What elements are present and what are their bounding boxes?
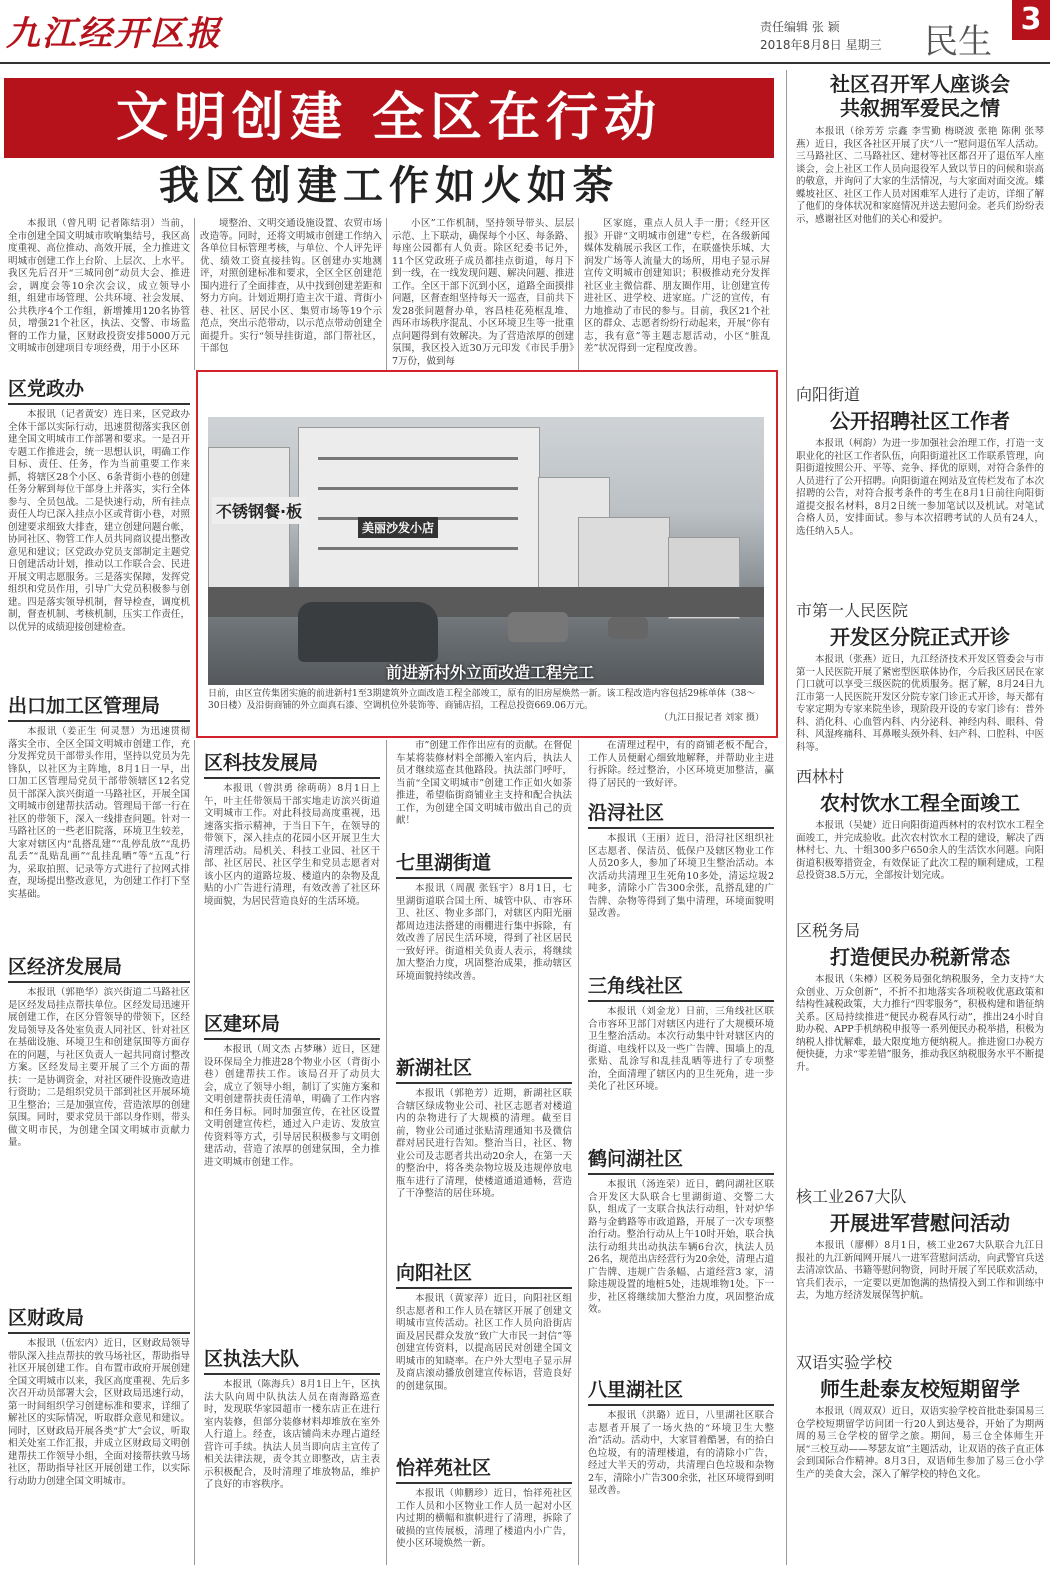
article-kicker: 核工业267大队 xyxy=(796,1187,907,1206)
mid-column-1 xyxy=(204,748,380,1575)
photo-title: 前进新村外立面改造工程完工 xyxy=(385,663,594,682)
shop-sign-1: 不锈钢餐·板 xyxy=(212,497,306,524)
article-body: 本报讯（周靓 张钰宇）8月1日，七里湖街道联合国土所、城管中队、市容环卫、社区、物业多部门，对辖区内阳光丽都周边违法搭建的雨棚进行集中拆除，有效改善了居民生活环境，得到了社区居民一致好评。街道相关负责人表示，将继续加大整治力度，巩固整治成果，推动辖区环境面貌持续改善。 xyxy=(396,883,572,982)
article-title: 区建环局 xyxy=(204,1009,380,1040)
article-body: 本报讯（姜正生 何灵慧）为迅速贯彻落实全市、全区全国文明城市创建工作，充分发挥党员干部带头作用，坚持以党员为先锋队，以社区为主阵地，8月1日一早，出口加工区管理局党员干部带领辖区12名党员干部深入滨兴街道一马路社区，开展全国文明城市创建帮扶活动。管理局干部一行在社区的带领下，深入一线排查问题。针对一马路社区的一些老旧院落，环境卫生较差，大家对辖区内“乱搭乱建”“乱停乱放”“乱扔乱丢”“乱贴乱画”“乱挂乱晒”等“五乱”行为，采取拍照、记录等方式进行了拉网式排查，现场提出整改意见，为创建工作打下坚实基础。 xyxy=(8,726,190,900)
article-title: 区经济发展局 xyxy=(8,952,190,983)
article-title: 师生赴泰友校短期留学 xyxy=(820,1377,1020,1401)
article-body: 本报讯（伍宏内）近日，区财政局领导带队深入挂点帮扶的敦马场社区，帮助指导社区开展创建工作。自布置市政府开展创建全国文明城市以来，我区高度重视、先后多次召开动员部署大会，区财政局迅速行动，第一时间组织学习创建标准和要求，详细了解社区的实际情况，听取群众意见和建议。同时，区财政局开展各类“扩大”会议，听取相关处室工作汇报，并成立区财政局文明创建帮扶工作领导小组，全面对接帮扶敦马场社区，帮助指导社区开展创建工作，以实际行动助力创建全国文明城市。 xyxy=(8,1338,190,1487)
article-title: 农村饮水工程全面竣工 xyxy=(820,791,1020,815)
article-body: 本报讯（周双双）近日，双语实验学校首批赴泰国易三仓学校短期留学访问团一行20人到达曼谷，开始了为期两周的易三仓学校的留学之旅。期间，易三仓全体师生开展“三校互动——琴瑟友谊”主题活动，让双语的孩子直正体会到国际合作精神。8月3日，双语师生参加了易三仓小学生产的美食大会，深入了解学校的特色文化。 xyxy=(796,1406,1044,1480)
article-kicker: 双语实验学校 xyxy=(796,1353,893,1372)
mid-continuation: 市”创建工作作出应有的贡献。在督促车某将装修材料全部搬入室内后，执法人员才继续巡查其他路段。执法部门呼吁，当前“全国文明城市”创建工作正如火如荼推进，希望临街商铺业主支持和配合执法工作，为创建全国文明城市做出自己的贡献！ xyxy=(396,740,572,826)
article-title: 区财政局 xyxy=(8,1303,190,1334)
lead-article-col-1: 本报讯（曾凡明 记者陈结羽）当前，全市创建全国文明城市吹响集结号，我区高度重视、高位推动、高效开展，全力推进文明城市创建工作上台阶、上层次、上水平。我区先后召开“三城同创”动员大会、推进会，调度会等10余次会议，成立领导小组，组建市场管理、公共环境、社会发展、公共秩序4个工作组，新增摊用120名协管员，增强21个社区，执法、交警、市场监督的工作力量，区财政投资安排5000万元文明城市创建项目专项经费，用于小区环 xyxy=(8,218,190,354)
shop-sign-2: 美丽沙发小店 xyxy=(358,517,438,538)
article-body: 本报讯（朱樽）区税务局强化纳税服务，全力支持“大众创业、万众创新”，不折不扣地落实各项税收优惠政策和结构性减税政策，大力推行“四零服务”，积极构建和谐征纳关系。区局持续推进“便民办税春风行动”，推出24小时自助办税、APP手机纳税申报等一系列便民办税举措，积极为纳税人排忧解难，最大限度地方便纳税人。推进窗口办税方便快捷，力求“零差错”服务，推动我区纳税服务水平不断提升。 xyxy=(796,974,1044,1073)
editor-name: 责任编辑 张 颖 xyxy=(760,20,840,34)
banner-headline: 文明创建 全区在行动 xyxy=(4,78,774,158)
article-title: 鹤问湖社区 xyxy=(588,1144,774,1175)
street-photo xyxy=(208,417,764,685)
article-body: 本报讯（刘金龙）日前，三角线社区联合市容环卫部门对辖区内进行了大规模环境卫生整治活动。本次行动集中针对辖区内的街道、电线杆以及一些广告牌、围墙上的乱张贴、乱涂写和乱挂乱晒等进行了专项整治，全面清理了辖区内的卫生死角，进一步美化了社区环境。 xyxy=(588,1006,774,1092)
article-body: 本报讯（廖柳）8月1日，核工业267大队联合九江日报社的九江新闻网开展八一进军营慰问活动，向武警官兵送去清凉饮品、书籍等慰问物资，同时开展了军民联欢活动，官兵们表示，一定要以更加饱满的热情投入到工作和训练中去，为地方经济发展保驾护航。 xyxy=(796,1240,1044,1301)
article-title: 公开招聘社区工作者 xyxy=(830,409,1010,433)
article-body: 本报讯（张燕）近日，九江经济技术开发区管委会与市第一人民医院开展了紧密型医联体协作，今后我区居民在家门口就可以享受三级医院的优质服务。据了解，8月24日九江市第一人民医院开发区分院专家门诊正式开诊，每天都有专家定期为专家来院坐诊，现阶段开设的专家门诊有：普外科、消化科、心血管内科、内分泌科、神经内科、眼科、骨科、风湿疼痛科、耳鼻喉头颈外科、妇产科、口腔科、中医科等。 xyxy=(796,654,1044,753)
article-title: 新湖社区 xyxy=(396,1053,572,1084)
issue-date: 2018年8月8日 星期三 xyxy=(760,38,882,52)
lead-article-col-2: 境整治、文明交通设施设置、农贸市场改造等。同时，还将文明城市创建工作纳入各单位目标管理考核，与单位、个人评先评优、绩效工资直接挂钩。区创建办实地测评，对照创建标准和要求，全区全区创建范围内进行了全面排查，从中找到创建差距和努力方向。计划近期打造主次干道、背街小巷、社区、居民小区、集贸市场等19个示范点，突出示范带动，以示范点带动创建全面提升。实行“领导挂街道，部门帮社区，干部包 xyxy=(200,218,382,354)
lead-article-col-3: 小区”工作机制，坚持领导带头、层层示范、上下联动，确保每个小区、每条路、每座公园都有人负责。除区纪委书记外，11个区党政班子成员都挂点街道，每月下到一线，在一线发现问题、解决问题、推进工作。全区干部下沉到小区，道路全面摸排问题，区督查组坚持每天一巡查，目前共下发28张问题督办单，容昌桂花苑框乱堆、西环市场秩序混乱、小区环境卫生等一批重点问题得到有效解决。为了营造浓厚的创建氛围，我区投入近30万元印发《市民手册》7万份，做到每 xyxy=(392,218,574,367)
article-title: 七里湖街道 xyxy=(396,848,572,879)
article-title: 打造便民办税新常态 xyxy=(830,945,1010,969)
mid3-continuation: 在清理过程中，有的商铺老板不配合，工作人员便耐心细致地解释，并帮助业主进行拆除。经过整治，小区环境更加整洁，赢得了居民的一致好评。 xyxy=(588,740,774,789)
article-body: 本报讯（曾洪勇 徐萌萌）8月1日上午，叶主任带领局干部实地走访滨兴街道文明城市工作。对此科技局高度重视，迅速落实指示精神，于当日下午，在领导的带领下，深入挂点的花园小区开展卫生大清理活动。局机关、科技工业园、社区干部、社区居民、社区学生和党员志愿者对该小区内的道路垃圾、楼道内的杂物及乱贴的小广告进行清理，有效改善了社区环境面貌，为居民营造良好的生活环境。 xyxy=(204,783,380,907)
editor-info xyxy=(760,18,882,54)
section-name: 民生 xyxy=(924,22,992,62)
mid-column-2 xyxy=(396,848,572,1550)
article-title: 怡祥苑社区 xyxy=(396,1453,572,1484)
article-body: 本报讯（黄家萍）近日，向阳社区组织志愿者和工作人员在辖区开展了创建文明城市宣传活动。社区工作人员向沿街店面及居民群众发放“致广大市民一封信”等创建宣传资料，以提高居民对创建全国文明城市的知晓率。在户外大型电子显示屏及商店滚动播放创建宣传标语，营造良好的创建氛围。 xyxy=(396,1293,572,1392)
photo-credit: （九江日报记者 刘家 摄） xyxy=(659,713,764,723)
article-kicker: 西林村 xyxy=(796,767,845,786)
article-title: 沿浔社区 xyxy=(588,798,774,829)
article-body: 本报讯（郭艳芳）近期，新湖社区联合辖区绿成物业公司、社区志愿者对楼道内的杂物进行了大规模的清理。截至目前，物业公司通过张贴清理通知书及微信群对居民进行告知。整治当日，社区、物业公司及志愿者共出动20余人，在第一天的整治中，将各类杂物垃圾及违规停放电瓶车进行了清理，使楼道通道通畅，营造了干净整洁的居住环境。 xyxy=(396,1088,572,1199)
article-title: 社区召开军人座谈会 共叙拥军爱民之情 xyxy=(830,72,1010,120)
article-body: 本报讯（洪璐）近日，八里湖社区联合志愿者开展了一场火热的“环境卫生大整治”活动。活动中，大家冒着酷暑，有的拾白色垃圾，有的清理楼道，有的清除小广告，经过大半天的劳动，共清理白色垃圾和杂物2车，清除小广告300余张，社区环境得到明显改善。 xyxy=(588,1410,774,1496)
article-kicker: 市第一人民医院 xyxy=(796,601,909,620)
article-body: 本报讯（周文杰 占梦琳）近日，区建设环保局全力推进28个物业小区（背街小巷）创建帮扶工作。该局召开了动员大会，成立了领导小组，制订了实施方案和文明创建帮扶责任清单，明确了工作内容和任务目标。同时加强宣传，在社区设置文明创建宣传栏，通过入户走访、发放宣传资料等方式，引导居民积极参与文明创建活动，营造了浓厚的创建氛围，全力推进文明城市创建工作。 xyxy=(204,1044,380,1168)
article-title: 八里湖社区 xyxy=(588,1375,774,1406)
lead-article-col-4: 区家庭，重点人员人手一册；《经开区报》开辟“文明城市创建”专栏，在各级新闻媒体发稿展示我区工作，在联盛快乐城、大润发广场等人流量大的场所，用电子显示屏宣传文明城市创建知识；积极推动充分发挥社区业主微信群、朋友圈作用，让创建宣传进社区、进学校、进家庭。广泛的宣传，有力地推动了市民的参与。目前，我区21个社区的群众、志愿者纷纷行动起来，开展“你有志，我有意”等主题志愿活动，小区“脏乱差”状况得到一定程度改善。 xyxy=(584,218,770,354)
right-column xyxy=(796,72,1044,1506)
newspaper-logo: 九江经开区报 xyxy=(6,14,222,54)
article-title: 区党政办 xyxy=(8,374,190,405)
article-body: 本报讯（郭艳华）滨兴街道二马路社区是区经发局挂点帮扶单位。区经发局迅速开展创建工作，在区分管领导的带领下，区经发局领导及各处室负责人同社区、针对社区在基础设施、环境卫生和创建氛围等方面存在的问题，与社区负责人一起共同商讨整改方案。区经发局主要开展了三个方面的帮扶：一是协调资金，对社区硬件设施改造进行资助；二是组织党员干部到社区开展环境卫生整治；三是加强宣传，营造浓厚的创建氛围。同时，要求党员干部以身作则，带头做文明市民，为创建全国文明城市贡献力量。 xyxy=(8,987,190,1148)
article-body: 本报讯（王丽）近日，沿浔社区组织社区志愿者、保洁员、低保户及辖区物业工作人员20多人，参加了环境卫生整治活动。本次活动共清理卫生死角10多处，清运垃圾2吨多，清除小广告300余张，乱搭乱建的广告牌、杂物等得到了集中清理，环境面貌明显改善。 xyxy=(588,833,774,919)
left-column xyxy=(8,374,190,1534)
article-title: 区执法大队 xyxy=(204,1344,380,1375)
article-title: 开展进军营慰问活动 xyxy=(830,1211,1010,1235)
article-body: 本报讯（陈海兵）8月1日上午，区执法大队向周中队执法人员在南海路巡查时，发现联华家园超市一楼东店正在进行室内装修，但部分装修材料却堆放在室外人行道上。经查，该店铺尚未办理占道经营许可手续。执法人员当即向店主宣传了相关法律法规，责令其立即整改，店主表示积极配合，及时清理了堆放物品，维护了良好的市容秩序。 xyxy=(204,1379,380,1490)
article-title: 区科技发展局 xyxy=(204,748,380,779)
main-headline: 我区创建工作如火如荼 xyxy=(159,163,619,209)
article-kicker: 区税务局 xyxy=(796,921,861,940)
article-title: 向阳社区 xyxy=(396,1258,572,1289)
article-body: 本报讯（帅鹏珍）近日，怡祥苑社区工作人员和小区物业工作人员一起对小区内过期的横幅和旗帜进行了清理，拆除了破损的宣传展板，清理了楼道内小广告，使小区环境焕然一新。 xyxy=(396,1488,572,1549)
article-body: 本报讯（徐芳芳 宗鑫 李雪勤 梅晓波 张艳 陈俐 张琴燕）近日，我区各社区开展了庆“八一”慰问退伍军人活动。三马路社区、二马路社区、建材等社区都召开了退伍军人座谈会，会上社区工作人员向退役军人致以节日的问候和崇高的敬意，并询问了大家的生活情况，与大家面对面交流。蝶蝶坡社区、社区工作人员对困难军人进行了走访，详细了解了他们的身体状况和家庭情况并送去慰问金。老兵们纷纷表示，感谢社区对他们的关心和爱护。 xyxy=(796,126,1044,225)
photo-caption-text: 日前，由区宣传集团实施的前进新村1至3期建筑外立面改造工程全部竣工，原有的旧房屋焕然一新。该工程改造内容包括29栋单体（38～30日楼）及沿街商铺的外立面真石漆、空调机位外装饰等、商铺店招，工程总投资669.06万元。 xyxy=(208,689,756,711)
mid-column-3 xyxy=(588,798,774,1544)
article-title: 开发区分院正式开诊 xyxy=(830,625,1010,649)
page-number: 3 xyxy=(1012,0,1050,40)
article-title: 出口加工区管理局 xyxy=(8,691,190,722)
article-kicker: 向阳街道 xyxy=(796,385,861,404)
photo-caption xyxy=(208,688,764,724)
article-body: 本报讯（记者黄安）连日来，区党政办全体干部以实际行动，迅速贯彻落实我区创建全国文明城市工作部署和要求。一是召开专题工作推进会，统一思想认识，明确工作目标、责任、任务，作为当前重要工作来抓，将辖区28个小区、6条背街小巷的创建任务分解到每位干部身上并落实，实行全体参与、全员包战。二是快速行动，所有挂点责任人均已深入挂点小区或背街小巷，对照创建要求细致大排查，建立创建问题台帐，协同社区、物管工作人员共同商议提出整改意见和建议；区党政办党员支部制定主题党日创建活动计划，推动以工作联合会、民进开展文明志愿服务。三是落实保障，发挥党组织和党员作用，引导广大党员积极参与创建。四是落实领导机制，督导检查，调度机制，督查机制、考核机制，压实工作责任，以优异的成绩迎接创建检查。 xyxy=(8,409,190,633)
article-body: 本报讯（汤连荣）近日，鹤问湖社区联合开发区大队联合七里湖街道、交警二大队，组成了一支联合执法行动组，针对炉华路与金鹤路等市政道路，开展了一次专项整治行动。整治行动从上午10时开始，联合执法行动组共出动执法车辆6台次，执法人员26名，规范出店经营行为20余处，清理占道广告牌、违规广告条幅、占道经营3 家，清除违规设置的地桩5处，违规堆物1处。下一步，社区将继续加大整治力度，巩固整治成效。 xyxy=(588,1179,774,1315)
article-title: 三角线社区 xyxy=(588,971,774,1002)
article-body: 本报讯（柯韵）为进一步加强社会治理工作，打造一支职业化的社区工作者队伍，向阳街道社区工作联系管理，向阳街道按照公开、平等、竞争、择优的原则，对符合条件的人员进行了公开招聘。向阳街道在网站及宣传栏发布了本次招聘的公告，对符合报考条件的考生在8月1日前往向阳街道提交报名材料，8月2日统一参加笔试以及机试。对笔试合格人员，安排面试。参与本次招聘考试的人员有24人，选任纳入5人。 xyxy=(796,438,1044,537)
article-body: 本报讯（吴婕）近日向阳街道西林村的农村饮水工程全面竣工，并完成验收。此次农村饮水工程的建设，解决了西林村七、九、十组300多户650余人的生活饮水问题。向阳街道积极筹措资金，有效保证了此次工程的顺利建成，工程总投资38.5万元，全部按计划完成。 xyxy=(796,820,1044,881)
